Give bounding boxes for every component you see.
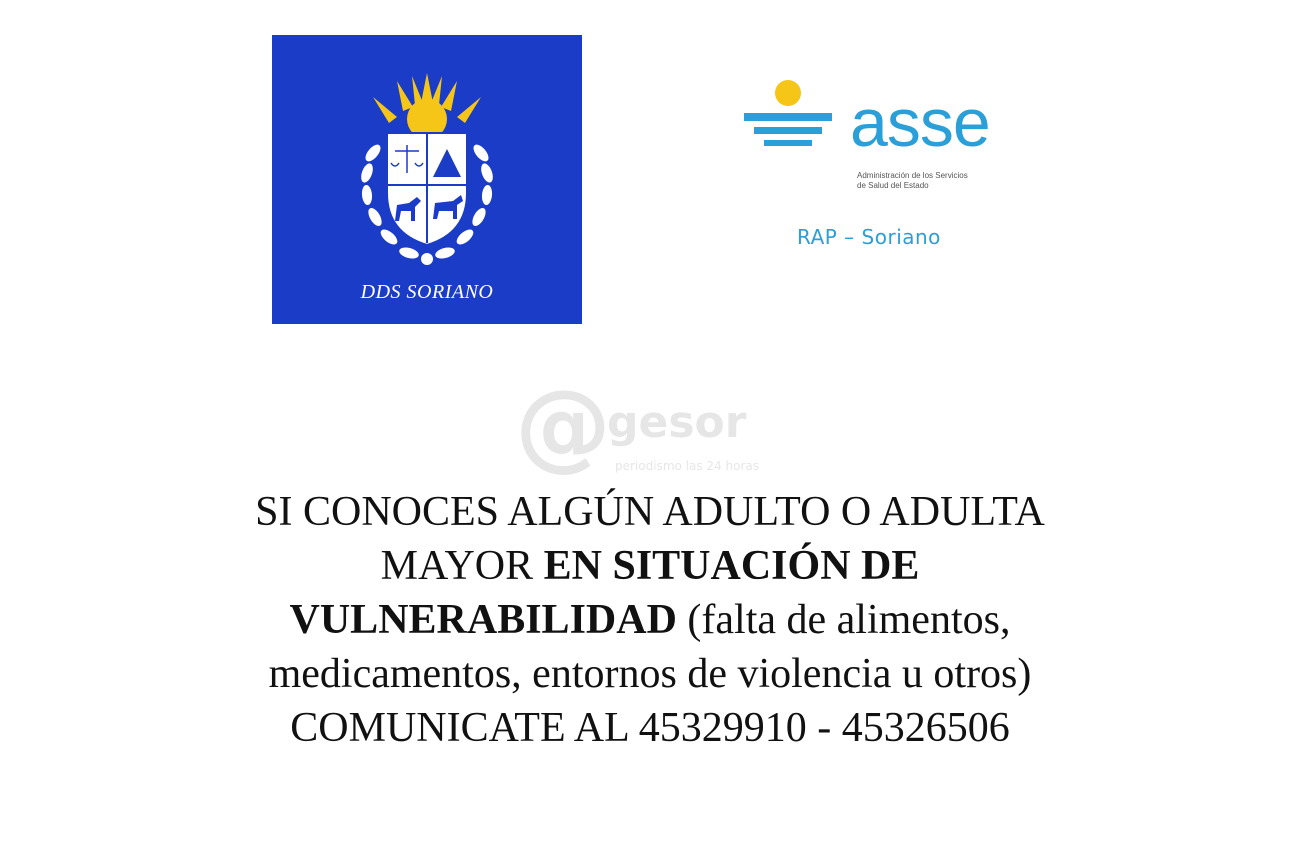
message-line-5: COMUNICATE AL 45329910 - 45326506 [290,705,1010,751]
watermark-tagline: periodismo las 24 horas [615,459,759,473]
asse-tagline [857,171,1057,191]
watermark-word: gesor [607,397,747,448]
asse-wordmark: asse [850,85,990,161]
main-message [120,485,1180,755]
dds-soriano-logo [272,35,582,324]
asse-tagline-line1: Administración de los Servicios [857,171,968,180]
message-line-1: SI CONOCES ALGÚN ADULTO O ADULTA [255,489,1045,535]
asse-subtitle: RAP – Soriano [797,225,941,249]
message-line-3-bold: VULNERABILIDAD [289,597,677,643]
message-line-3-normal: (falta de alimentos, [676,597,1011,643]
message-line-2-bold: EN SITUACIÓN DE [543,543,920,589]
asse-sun-lines-icon [740,75,840,165]
asse-logo [740,75,1050,265]
asse-tagline-line2: de Salud del Estado [857,181,929,190]
coat-of-arms-icon [327,73,527,273]
message-line-2 [120,539,1180,593]
message-line-4: medicamentos, entornos de violencia u otros) [268,651,1032,697]
message-line-3 [120,593,1180,647]
message-line-2-normal: MAYOR [380,543,544,589]
agesor-watermark [515,369,805,485]
watermark-at-symbol: @ [515,369,611,481]
dds-caption: DDS SORIANO [360,281,494,303]
